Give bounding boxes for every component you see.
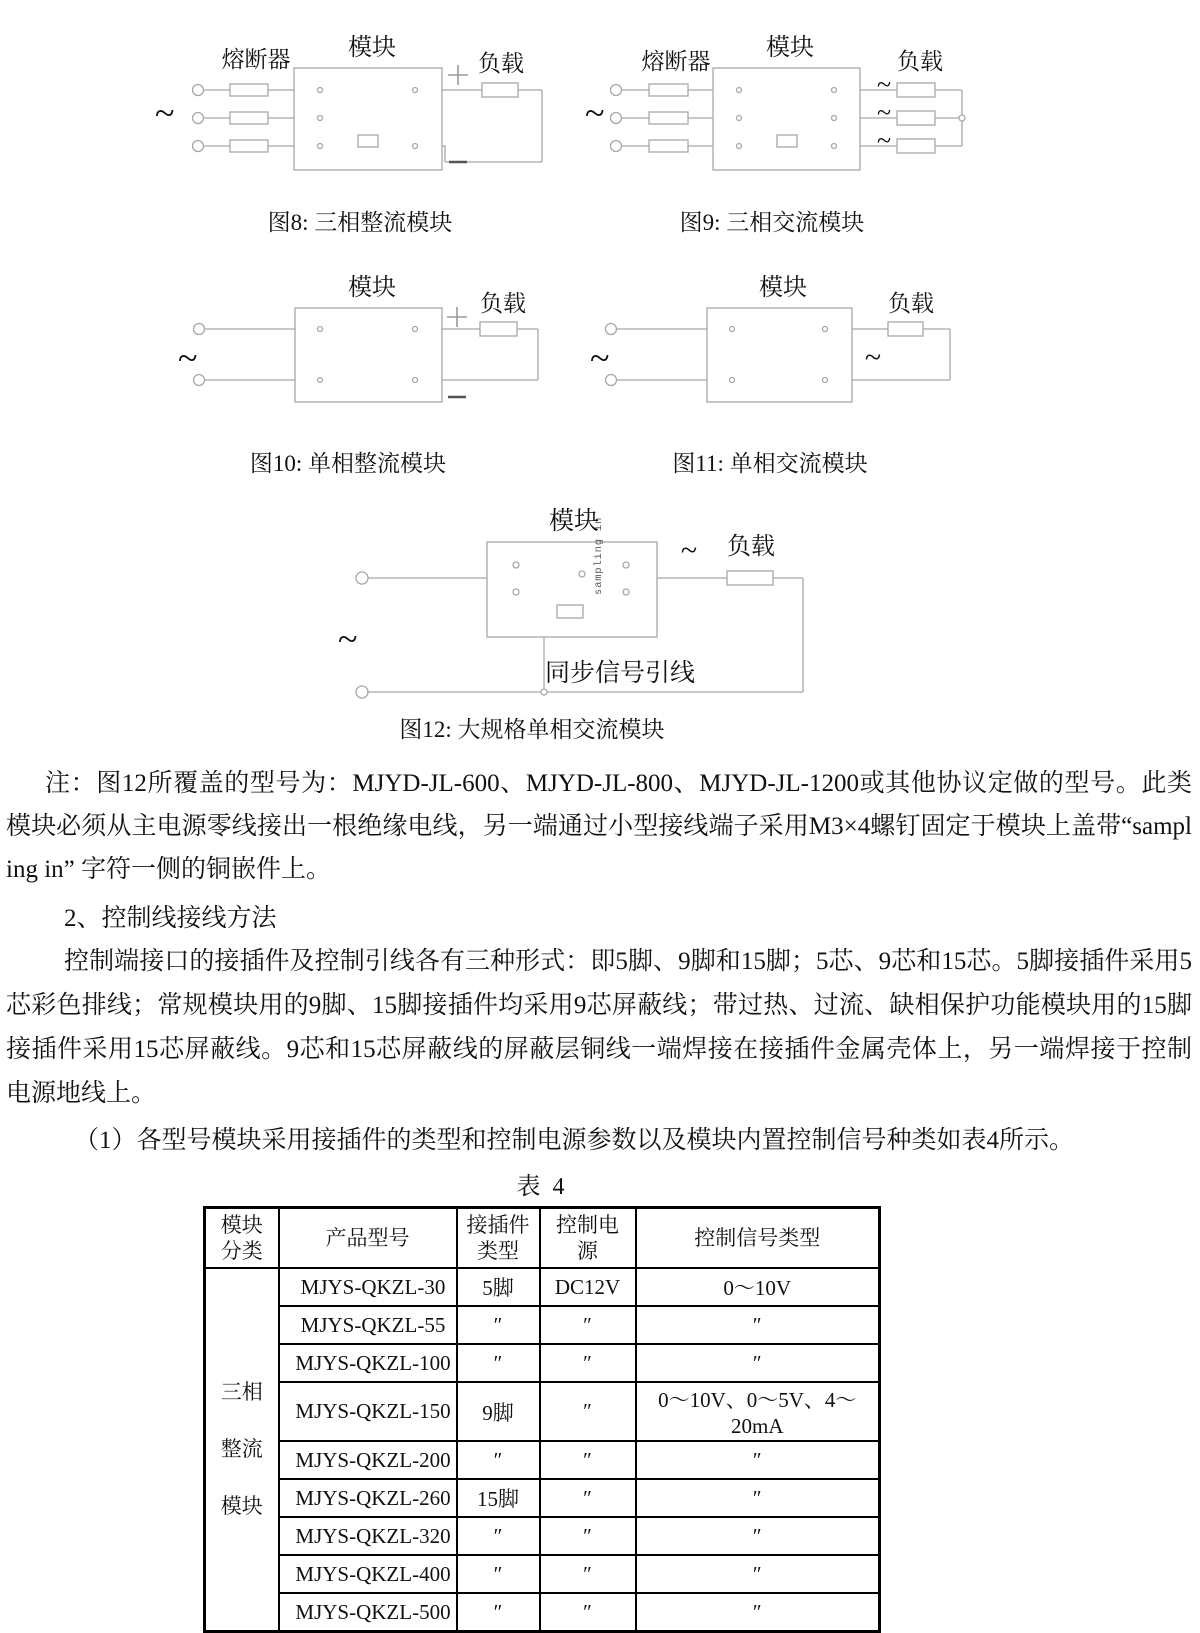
signal-cell: ″: [636, 1344, 880, 1382]
module-box: [294, 68, 442, 170]
signal-cell: ″: [636, 1517, 880, 1555]
table-row: [205, 1479, 880, 1517]
ac-symbol: ~: [338, 619, 358, 659]
power-cell: ″: [540, 1306, 636, 1344]
module-label: 模块: [348, 35, 396, 61]
module-spec-table: [203, 1206, 881, 1633]
header-connector-type: 接插件类型: [457, 1208, 540, 1269]
table-4-title: 表 4: [516, 1174, 565, 1200]
ac-symbol: ~: [680, 534, 698, 567]
module-box: [487, 542, 657, 637]
ac-symbol: ~: [585, 93, 605, 133]
ac-symbol: ~: [178, 338, 198, 378]
ac-symbol: ~: [864, 341, 882, 374]
power-cell: ″: [540, 1593, 636, 1632]
table-row: [205, 1593, 880, 1632]
model-cell: MJYS-QKZL-100: [279, 1344, 457, 1382]
figure-9-caption: 图9: 三相交流模块: [679, 210, 865, 235]
module-label: 模块: [759, 275, 807, 301]
connector-cell: ″: [457, 1555, 540, 1593]
fuse-symbol: [230, 112, 268, 124]
power-cell: ″: [540, 1555, 636, 1593]
fuse-label: 熔断器: [221, 47, 291, 72]
figure-10-caption: 图10: 单相整流模块: [249, 451, 447, 476]
load-resistor: [480, 322, 517, 336]
power-cell: ″: [540, 1344, 636, 1382]
section-body-paragraph: 控制端接口的接插件及控制引线各有三种形式：即5脚、9脚和15脚；5芯、9芯和15芯。5脚接插件采用5芯彩色排线；常规模块用的9脚、15脚接插件均采用9芯屏蔽线；带过热、过流、缺相保护功能模块用的15脚接插件采用15芯屏蔽线。9芯和15芯屏蔽线的屏蔽层铜线一端焊接在接插件金属壳体上，另一端焊接于控制电源地线上。: [6, 948, 1192, 1107]
module-inner-mark: [777, 135, 797, 147]
model-cell: MJYS-QKZL-55: [279, 1306, 457, 1344]
header-control-power: 控制电源: [540, 1208, 636, 1269]
plus-symbol: [447, 307, 467, 327]
model-cell: MJYS-QKZL-150: [279, 1382, 457, 1441]
connector-cell: ″: [457, 1593, 540, 1632]
ac-symbol: ~: [876, 70, 892, 99]
module-label: 模块: [348, 275, 396, 301]
model-cell: MJYS-QKZL-260: [279, 1479, 457, 1517]
load-label: 负载: [478, 51, 524, 76]
fuse-symbol: [230, 140, 268, 152]
figure-11-caption: 图11: 单相交流模块: [672, 451, 868, 476]
power-cell: ″: [540, 1479, 636, 1517]
table-row: [205, 1555, 880, 1593]
signal-cell: 0～10V: [636, 1268, 880, 1306]
fuse-label: 熔断器: [641, 49, 711, 74]
header-control-signal-type: 控制信号类型: [636, 1208, 880, 1269]
connector-cell: 5脚: [457, 1268, 540, 1306]
signal-cell: 0～10V、0～5V、4～20mA: [636, 1382, 880, 1441]
module-box: [707, 308, 852, 402]
sync-signal-lead-label: 同步信号引线: [545, 660, 696, 687]
signal-cell: ″: [636, 1441, 880, 1479]
header-product-model: 产品型号: [279, 1208, 457, 1269]
figure-12-caption: 图12: 大规格单相交流模块: [399, 717, 665, 742]
table-row: [205, 1344, 880, 1382]
figure-8-caption: 图8: 三相整流模块: [267, 210, 453, 235]
table-row: [205, 1441, 880, 1479]
table-header-row: [205, 1208, 880, 1269]
figure-10-single-phase-rectifier-diagram: [150, 265, 570, 410]
load-resistor: [897, 83, 935, 97]
figure-11-single-phase-ac-diagram: [560, 265, 980, 410]
load-resistor: [897, 139, 935, 153]
module-inner-mark: [358, 135, 378, 147]
ac-symbol: ~: [155, 93, 175, 133]
connector-cell: 9脚: [457, 1382, 540, 1441]
signal-cell: ″: [636, 1306, 880, 1344]
module-box: [295, 308, 442, 402]
ac-symbol: ~: [876, 126, 892, 155]
load-label: 负载: [897, 49, 943, 74]
figure-9-three-phase-ac-diagram: [560, 25, 980, 180]
load-resistor: [897, 111, 935, 125]
model-cell: MJYS-QKZL-200: [279, 1441, 457, 1479]
figure-8-three-phase-rectifier-diagram: [150, 25, 570, 180]
power-cell: ″: [540, 1517, 636, 1555]
connector-cell: ″: [457, 1441, 540, 1479]
fuse-symbol: [230, 84, 268, 96]
model-cell: MJYS-QKZL-320: [279, 1517, 457, 1555]
category-cell: 三相整流模块: [205, 1268, 279, 1632]
signal-cell: ″: [636, 1555, 880, 1593]
load-label: 负载: [480, 291, 526, 316]
table-row: [205, 1268, 880, 1306]
power-cell: ″: [540, 1441, 636, 1479]
load-label: 负载: [727, 534, 775, 560]
table-row: [205, 1306, 880, 1344]
connector-cell: ″: [457, 1344, 540, 1382]
connector-cell: ″: [457, 1306, 540, 1344]
ac-symbol: ~: [876, 98, 892, 127]
module-inner-mark: [557, 605, 583, 618]
fuse-symbol: [649, 112, 688, 124]
load-label: 负载: [888, 291, 934, 316]
load-resistor: [888, 322, 923, 336]
model-cell: MJYS-QKZL-30: [279, 1268, 457, 1306]
header-module-category: 模块分类: [205, 1208, 279, 1269]
table-row: [205, 1382, 880, 1441]
model-cell: MJYS-QKZL-500: [279, 1593, 457, 1632]
power-cell: DC12V: [540, 1268, 636, 1306]
figure-12-large-single-phase-ac-diagram: [300, 495, 840, 710]
connector-cell: ″: [457, 1517, 540, 1555]
fuse-symbol: [649, 84, 688, 96]
model-cell: MJYS-QKZL-400: [279, 1555, 457, 1593]
section-heading: 2、控制线接线方法: [64, 905, 277, 932]
load-resistor: [482, 83, 518, 97]
connector-cell: 15脚: [457, 1479, 540, 1517]
power-cell: ″: [540, 1382, 636, 1441]
load-resistor: [727, 571, 773, 585]
signal-cell: ″: [636, 1479, 880, 1517]
sampling-in-label: sampling in: [593, 516, 605, 595]
item-1-paragraph: （1）各型号模块采用接插件的类型和控制电源参数以及模块内置控制信号种类如表4所示。: [74, 1127, 1075, 1154]
module-box: [713, 68, 860, 170]
plus-symbol: [448, 65, 468, 85]
module-label: 模块: [548, 508, 600, 535]
signal-cell: ″: [636, 1593, 880, 1632]
module-label: 模块: [766, 35, 814, 61]
ac-symbol: ~: [590, 338, 610, 378]
table-row: [205, 1517, 880, 1555]
fuse-symbol: [649, 140, 688, 152]
note-paragraph: 注：图12所覆盖的型号为：MJYD-JL-600、MJYD-JL-800、MJYD-JL-1200或其他协议定做的型号。此类模块必须从主电源零线接出一根绝缘电线，另一端通过小型接线端子采用M3×4螺钉固定于模块上盖带“sampling in” 字符一侧的铜嵌件上。: [6, 770, 1192, 883]
